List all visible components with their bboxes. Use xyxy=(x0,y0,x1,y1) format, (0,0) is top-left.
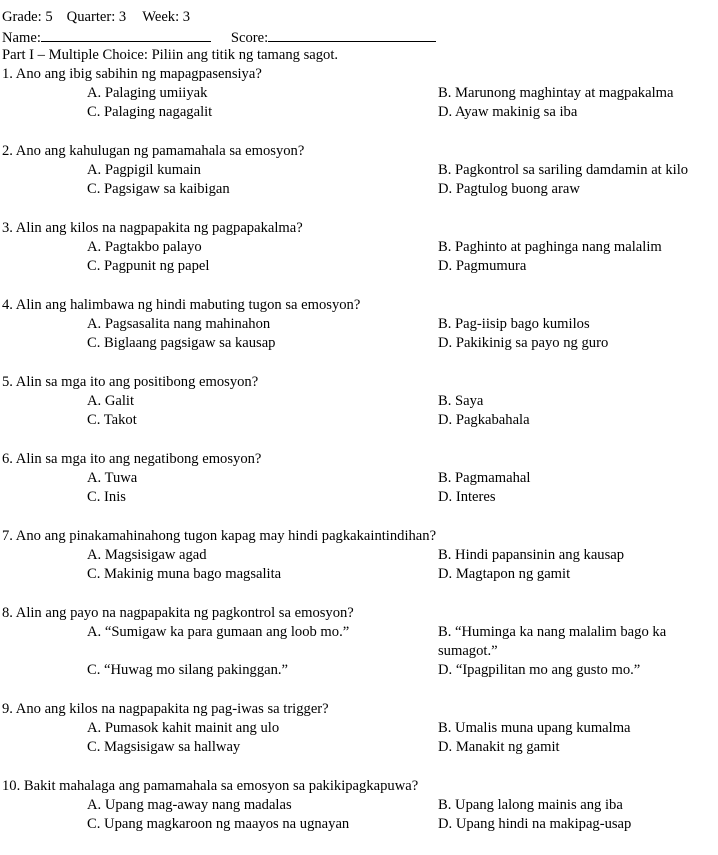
choice-b[interactable]: B. Pag-iisip bago kumilos xyxy=(438,316,590,332)
choice-d[interactable]: D. Pagmumura xyxy=(438,258,527,274)
question-item xyxy=(2,604,718,680)
choice-b[interactable]: B. Umalis muna upang kumalma xyxy=(438,720,631,736)
question-text: 8. Alin ang payo na nagpapakita ng pagkontrol sa emosyon? xyxy=(2,605,354,621)
score-label: Score: xyxy=(230,30,269,46)
quarter-label: Quarter: 3 xyxy=(66,9,127,25)
choice-grid xyxy=(2,719,718,757)
choice-c[interactable]: C. Takot xyxy=(87,412,137,428)
question-item xyxy=(2,142,718,199)
choice-a[interactable]: A. Pagsasalita nang mahinahon xyxy=(87,316,271,332)
question-item xyxy=(2,777,718,834)
choice-a[interactable]: A. “Sumigaw ka para gumaan ang loob mo.” xyxy=(87,624,350,640)
choice-grid xyxy=(2,623,718,680)
choice-b[interactable]: B. Pagkontrol sa sariling damdamin at kilo xyxy=(438,162,689,178)
choice-a[interactable]: A. Pumasok kahit mainit ang ulo xyxy=(87,720,280,736)
choice-grid xyxy=(2,238,718,276)
name-score-row xyxy=(2,27,718,46)
instructions: Part I – Multiple Choice: Piliin ang titik ng tamang sagot. xyxy=(2,47,339,63)
choice-grid xyxy=(2,546,718,584)
choice-c[interactable]: C. Magsisigaw sa hallway xyxy=(87,739,241,755)
choice-c[interactable]: C. Inis xyxy=(87,489,126,505)
grade-label: Grade: 5 xyxy=(2,9,53,25)
question-item xyxy=(2,65,718,122)
choice-d[interactable]: D. Pakikinig sa payo ng guro xyxy=(438,335,609,351)
question-text: 4. Alin ang halimbawa ng hindi mabuting tugon sa emosyon? xyxy=(2,297,361,313)
question-text: 3. Alin ang kilos na nagpapakita ng pagpapakalma? xyxy=(2,220,303,236)
question-item xyxy=(2,450,718,507)
header-row xyxy=(2,8,718,27)
choice-b[interactable]: B. Hindi papansinin ang kausap xyxy=(438,547,625,563)
choice-d[interactable]: D. Ayaw makinig sa iba xyxy=(438,104,578,120)
choice-c[interactable]: C. Makinig muna bago magsalita xyxy=(87,566,282,582)
question-text: 2. Ano ang kahulugan ng pamamahala sa emosyon? xyxy=(2,143,305,159)
choice-b[interactable]: B. Paghinto at paghinga nang malalim xyxy=(438,239,662,255)
choice-a[interactable]: A. Palaging umiiyak xyxy=(87,85,208,101)
choice-c[interactable]: C. Pagsigaw sa kaibigan xyxy=(87,181,230,197)
choice-c[interactable]: C. Upang magkaroon ng maayos na ugnayan xyxy=(87,816,350,832)
choice-c[interactable]: C. Biglaang pagsigaw sa kausap xyxy=(87,335,276,351)
question-item xyxy=(2,296,718,353)
choice-d[interactable]: D. Pagtulog buong araw xyxy=(438,181,580,197)
question-list xyxy=(2,65,718,834)
choice-b[interactable]: B. Upang lalong mainis ang iba xyxy=(438,797,623,813)
name-field[interactable] xyxy=(41,27,211,42)
choice-grid xyxy=(2,315,718,353)
choice-grid xyxy=(2,469,718,507)
choice-grid xyxy=(2,796,718,834)
choice-a[interactable]: A. Magsisigaw agad xyxy=(87,547,207,563)
question-text: 5. Alin sa mga ito ang positibong emosyon? xyxy=(2,374,259,390)
week-label: Week: 3 xyxy=(142,9,191,25)
question-text: 1. Ano ang ibig sabihin ng mapagpasensiya? xyxy=(2,66,262,82)
choice-a[interactable]: A. Upang mag-away nang madalas xyxy=(87,797,292,813)
choice-b[interactable]: B. Saya xyxy=(438,393,484,409)
question-text: 10. Bakit mahalaga ang pamamahala sa emosyon sa pakikipagkapuwa? xyxy=(2,778,419,794)
name-label: Name: xyxy=(2,30,41,46)
choice-a[interactable]: A. Tuwa xyxy=(87,470,138,486)
choice-c[interactable]: C. Palaging nagagalit xyxy=(87,104,213,120)
choice-b[interactable]: B. Marunong maghintay at magpakalma xyxy=(438,85,674,101)
choice-c[interactable]: C. “Huwag mo silang pakinggan.” xyxy=(87,662,289,678)
choice-b[interactable]: B. “Huminga ka nang malalim bago ka sumagot.” xyxy=(438,624,667,659)
question-item xyxy=(2,373,718,430)
question-item xyxy=(2,700,718,757)
choice-d[interactable]: D. Interes xyxy=(438,489,496,505)
choice-grid xyxy=(2,392,718,430)
score-field[interactable] xyxy=(268,27,436,42)
question-text: 9. Ano ang kilos na nagpapakita ng pag-iwas sa trigger? xyxy=(2,701,329,717)
choice-grid xyxy=(2,84,718,122)
choice-c[interactable]: C. Pagpunit ng papel xyxy=(87,258,210,274)
choice-d[interactable]: D. Manakit ng gamit xyxy=(438,739,560,755)
question-item xyxy=(2,527,718,584)
choice-d[interactable]: D. Upang hindi na makipag-usap xyxy=(438,816,632,832)
question-item xyxy=(2,219,718,276)
choice-a[interactable]: A. Pagpigil kumain xyxy=(87,162,201,178)
choice-d[interactable]: D. “Ipagpilitan mo ang gusto mo.” xyxy=(438,662,641,678)
question-text: 7. Ano ang pinakamahinahong tugon kapag may hindi pagkakaintindihan? xyxy=(2,528,437,544)
choice-grid xyxy=(2,161,718,199)
choice-a[interactable]: A. Pagtakbo palayo xyxy=(87,239,202,255)
choice-b[interactable]: B. Pagmamahal xyxy=(438,470,531,486)
choice-d[interactable]: D. Pagkabahala xyxy=(438,412,530,428)
question-text: 6. Alin sa mga ito ang negatibong emosyon? xyxy=(2,451,262,467)
choice-a[interactable]: A. Galit xyxy=(87,393,135,409)
choice-d[interactable]: D. Magtapon ng gamit xyxy=(438,566,571,582)
